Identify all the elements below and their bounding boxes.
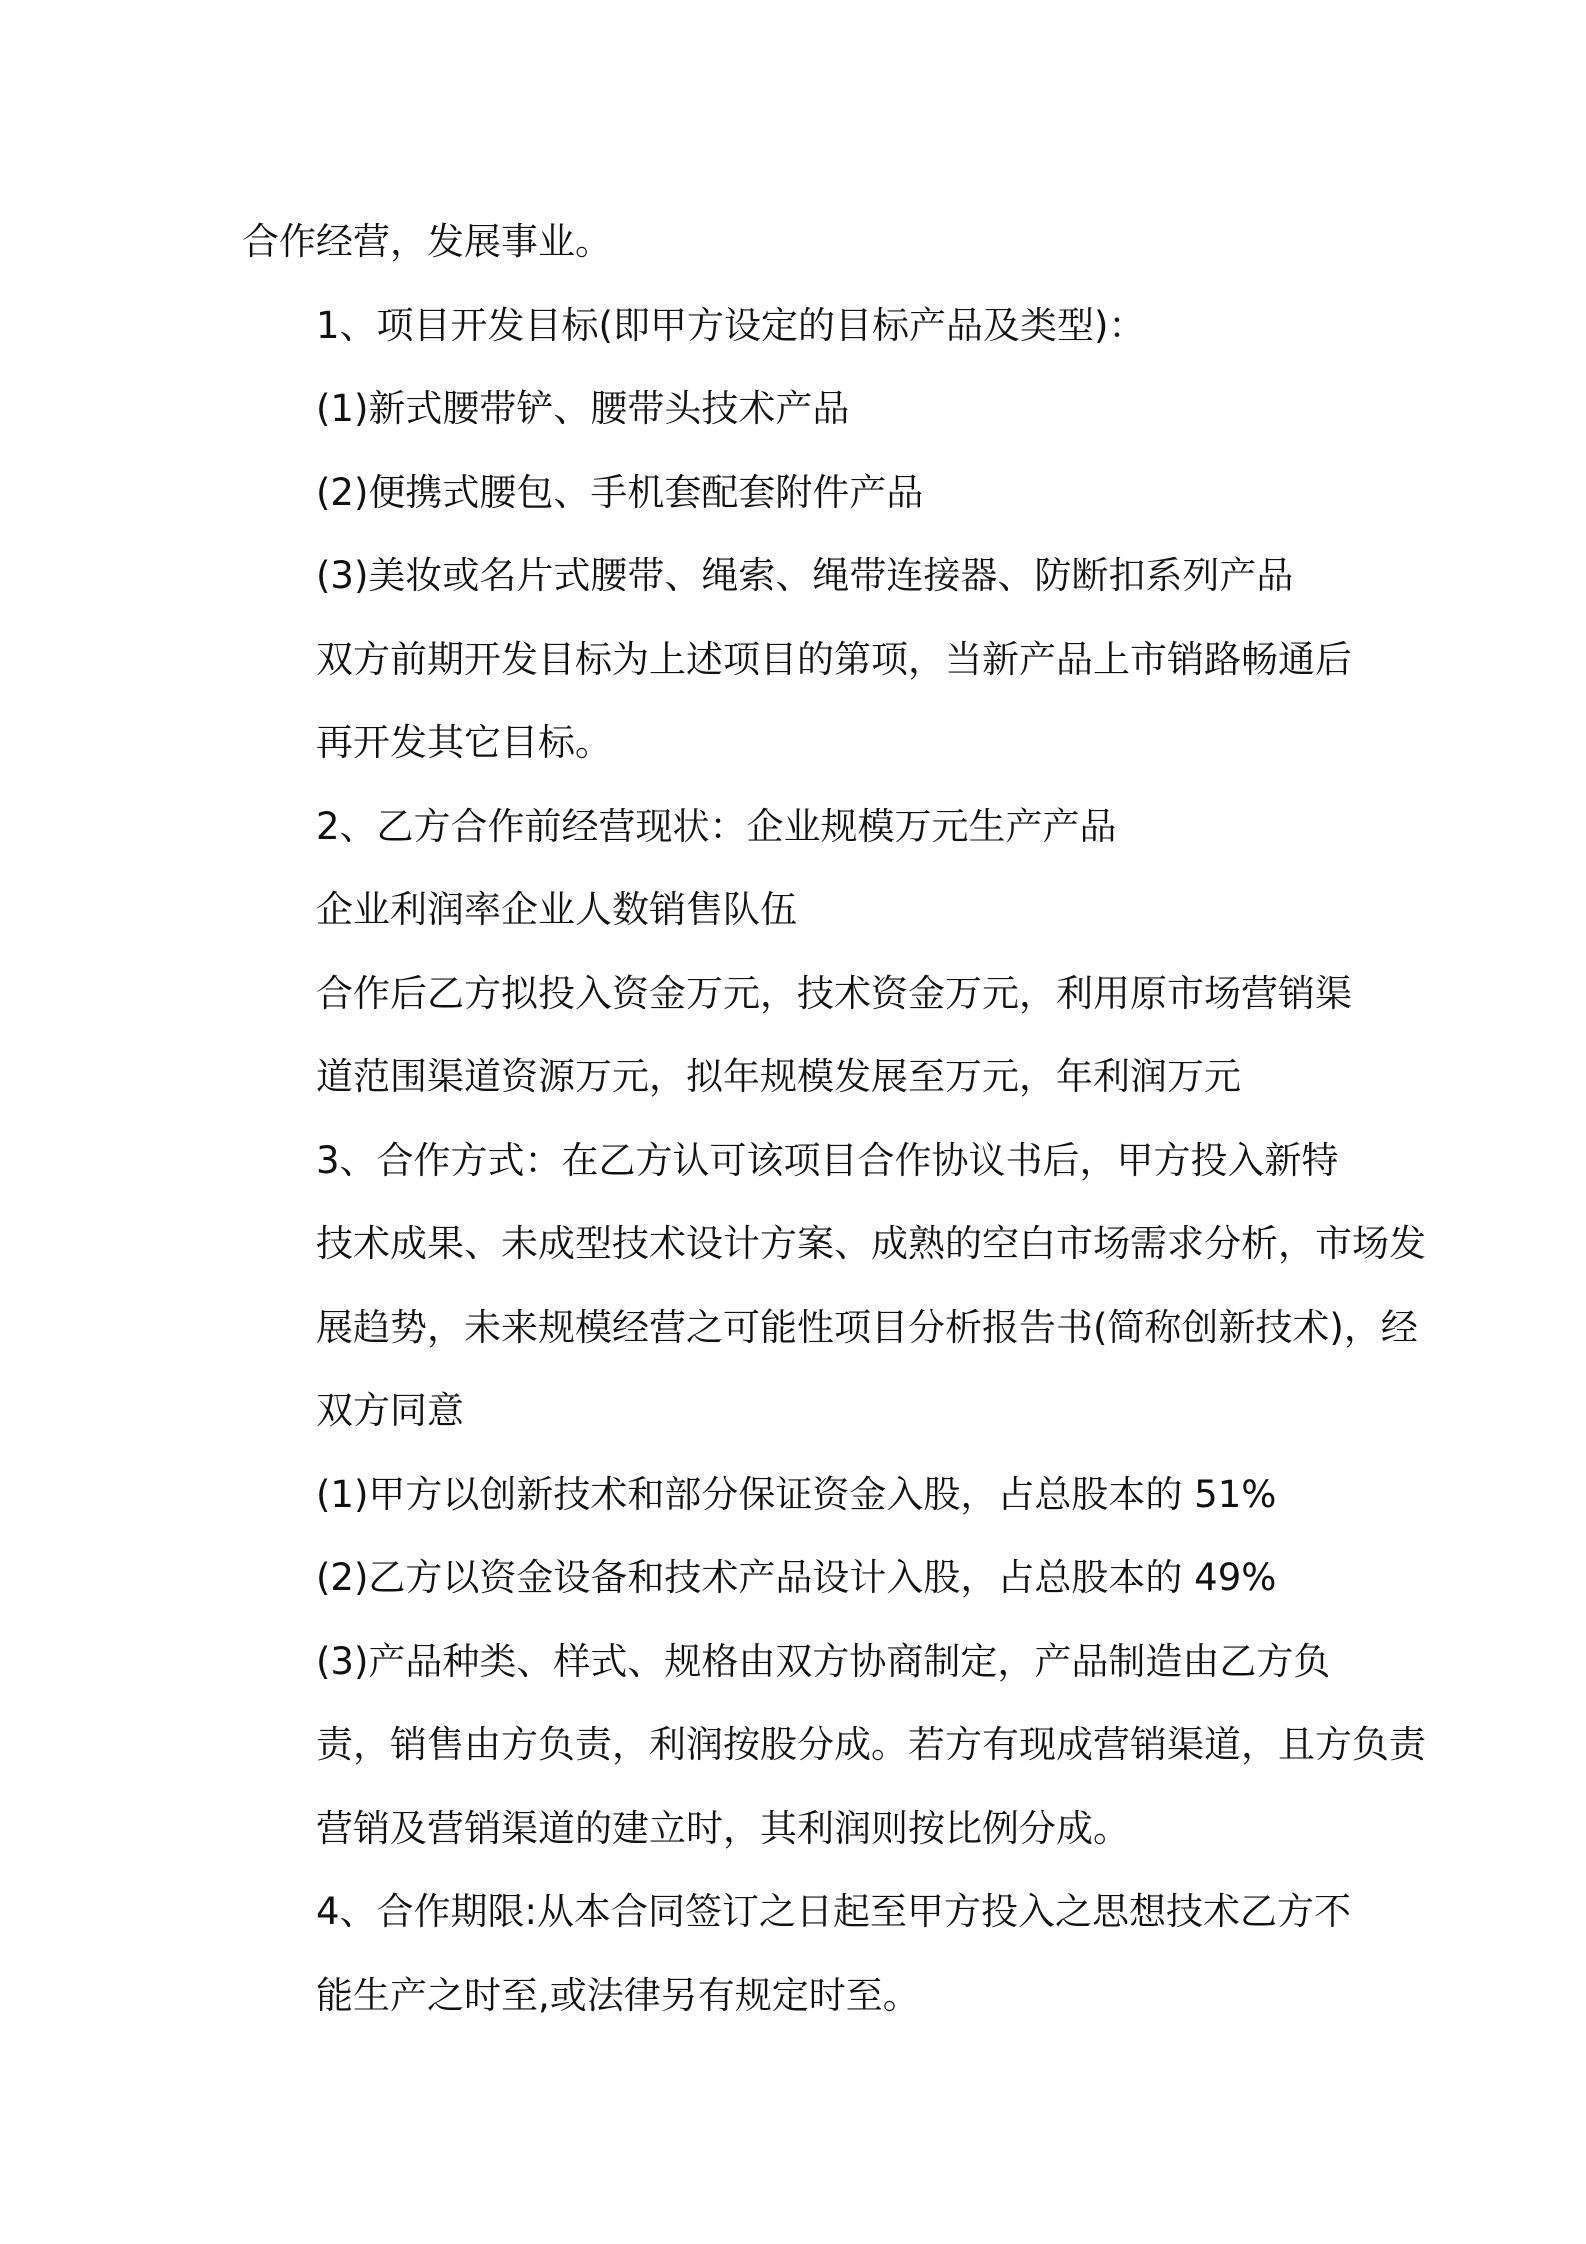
paragraph bbox=[242, 618, 1362, 785]
text-line: (1)新式腰带铲、腰带头技术产品 bbox=[316, 387, 850, 430]
paragraph bbox=[242, 200, 1362, 284]
paragraph bbox=[242, 1453, 1362, 1537]
text-line: 4、合作期限:从本合同签订之日起至甲方投入之思想技术乙方不 bbox=[316, 1890, 1352, 1933]
paragraph bbox=[242, 1870, 1362, 2037]
paragraph bbox=[242, 451, 1362, 535]
text-line: 技术成果、未成型技术设计方案、成熟的空白市场需求分析，市场发 bbox=[316, 1222, 1426, 1265]
paragraph bbox=[242, 952, 1362, 1119]
text-line: (3)产品种类、样式、规格由双方协商制定，产品制造由乙方负 bbox=[316, 1639, 1331, 1683]
text-line: 双方前期开发目标为上述项目的第项，当新产品上市销路畅通后 bbox=[316, 637, 1352, 681]
text-line: 再开发其它目标。 bbox=[316, 721, 612, 764]
text-line: (2)乙方以资金设备和技术产品设计入股，占总股本的 49% bbox=[316, 1556, 1277, 1599]
document-body bbox=[242, 200, 1426, 2037]
text-line: 责，销售由方负责，利润按股分成。若方有现成营销渠道，且方负责 bbox=[316, 1723, 1426, 1766]
text-line: (2)便携式腰包、手机套配套附件产品 bbox=[316, 470, 924, 514]
paragraph bbox=[242, 534, 1362, 618]
paragraph bbox=[242, 284, 1362, 368]
paragraph bbox=[242, 868, 1362, 952]
text-line: 展趋势，未来规模经营之可能性项目分析报告书(简称创新技术)，经 bbox=[316, 1305, 1418, 1349]
paragraph bbox=[242, 1620, 1426, 1871]
text-line: 合作后乙方拟投入资金万元，技术资金万元，利用原市场营销渠 bbox=[316, 971, 1352, 1015]
text-line: 双方同意 bbox=[316, 1389, 464, 1432]
text-line: 道范围渠道资源万元，拟年规模发展至万元，年利润万元 bbox=[316, 1055, 1241, 1098]
paragraph bbox=[242, 1536, 1362, 1620]
text-line: 合作经营，发展事业。 bbox=[242, 220, 612, 263]
paragraph bbox=[242, 785, 1362, 869]
paragraph bbox=[242, 367, 1362, 451]
text-line: (3)美妆或名片式腰带、绳索、绳带连接器、防断扣系列产品 bbox=[316, 554, 1294, 597]
text-line: 营销及营销渠道的建立时，其利润则按比例分成。 bbox=[316, 1806, 1130, 1850]
text-line: 3、合作方式：在乙方认可该项目合作协议书后，甲方投入新特 bbox=[316, 1138, 1339, 1182]
text-line: (1)甲方以创新技术和部分保证资金入股，占总股本的 51% bbox=[316, 1472, 1277, 1516]
text-line: 1、项目开发目标(即甲方设定的目标产品及类型)： bbox=[316, 303, 1146, 347]
text-line: 企业利润率企业人数销售队伍 bbox=[316, 888, 797, 931]
paragraph bbox=[242, 1119, 1426, 1453]
text-line: 2、乙方合作前经营现状：企业规模万元生产产品 bbox=[316, 804, 1117, 848]
text-line: 能生产之时至,或法律另有规定时至。 bbox=[316, 1973, 920, 2017]
